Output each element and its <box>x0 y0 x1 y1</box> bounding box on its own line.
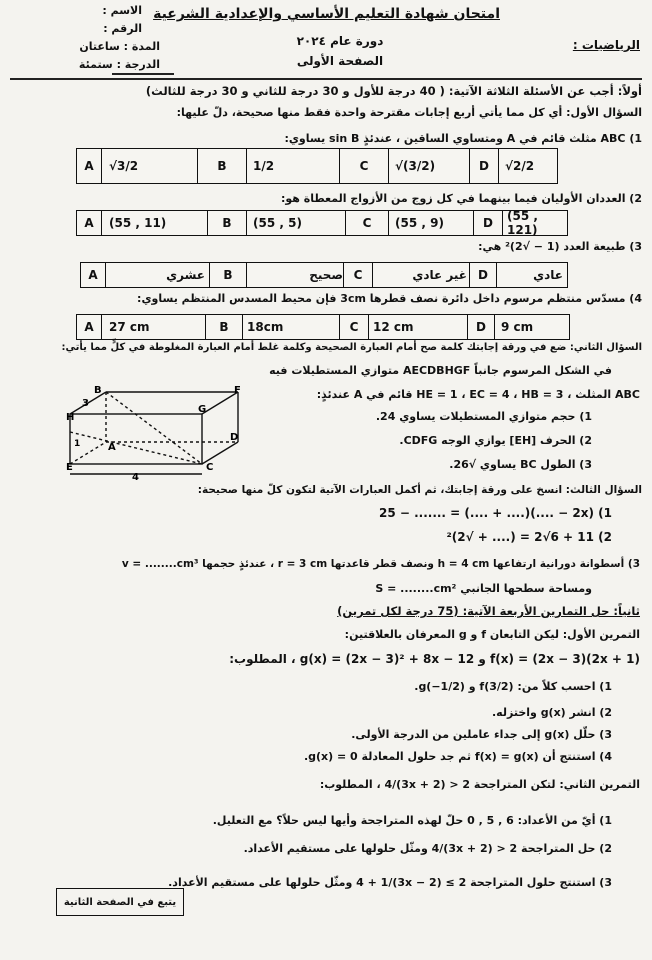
figure-label-h: H <box>66 412 75 423</box>
q1-item-3-options <box>80 262 568 288</box>
figure-label-a: A <box>108 442 116 453</box>
q1-opt-label: C <box>339 315 369 339</box>
figure-label-f: F <box>234 386 241 396</box>
q1-opt-value: 27 cm <box>109 320 150 334</box>
q1-opt-value: 1/2 <box>253 159 275 173</box>
q1-opt-label: D <box>469 263 497 287</box>
q1-opt-value: غير عادي <box>412 268 467 282</box>
ex1-item-1: 1) احسب كلاً من: f(3/2) و g(−1/2). <box>414 680 612 693</box>
figure-label-d: D <box>230 432 239 443</box>
ex2-heading: التمرين الثاني: لتكن المتراجحة 2 < (3x + 2)/4 ، المطلوب: <box>319 778 640 791</box>
q1-opt-value: عشري <box>166 268 205 282</box>
q1-opt-label: A <box>77 211 102 235</box>
q1-opt-label: D <box>473 211 503 235</box>
figure-label-c: C <box>206 462 214 473</box>
figure-label-1: 1 <box>74 439 81 449</box>
q1-opt-label: B <box>209 263 247 287</box>
ex1-definition: f(x) = (2x − 3)(2x + 1) و g(x) = (2x − 3)² + 8x − 12 ، المطلوب: <box>229 652 640 666</box>
page-indicator: الصفحة الأولى <box>296 54 384 68</box>
q2-heading: السؤال الثاني: ضع في ورقة إجابتك كلمة صح أمام العبارة الصحيحة وكلمة غلط أمام العبارة المغلوطة في كلٍّ مما يأتي: <box>61 342 642 353</box>
q1-opt-label: C <box>343 263 373 287</box>
q1-heading: السؤال الأول: أي كل مما يأتي أربع إجابات مقترحة واحدة فقط منها صحيحة، دلّ عليها: <box>176 106 642 119</box>
q2-item-2: 2) الحرف [EH] يوازي الوجه CDFG. <box>399 434 592 447</box>
q2-item-3: 3) الطول BC يساوي √26. <box>449 458 592 471</box>
q3-item-1: 1) (2x − ....)(.... + ....) = ....... − 25 <box>378 506 612 520</box>
prism-figure <box>66 386 246 480</box>
q3-item-3: 3) أسطوانة دورانية ارتفاعها h = 4 cm ونصف قطر قاعدتها r = 3 cm ، عندئذٍ حجمها v = ........cm³ <box>121 558 640 570</box>
q1-opt-value: 12 cm <box>373 320 414 334</box>
q1-opt-value: 9 cm <box>501 320 534 334</box>
figure-label-3: 3 <box>82 398 89 409</box>
continue-label: يتبع في الصفحة الثانية <box>63 896 177 908</box>
q1-opt-value: (55 , 11) <box>109 216 167 230</box>
name-label: الاسم : <box>102 4 142 17</box>
q1-item-1-options <box>76 148 558 184</box>
q1-opt-value: (55 , 9) <box>395 216 444 230</box>
q3-heading: السؤال الثالث: انسخ على ورقة إجابتك، ثم أكمل العبارات الآتية لتكون كلّ منها صحيحة: <box>197 484 642 496</box>
q1-opt-value: √3/2 <box>109 159 139 173</box>
q1-opt-label: A <box>81 263 106 287</box>
q1-opt-value: (55 , 121) <box>507 209 538 237</box>
figure-label-g: G <box>198 404 207 415</box>
q1-item-3-text: 3) طبيعة العدد (1 − √2)² هي: <box>478 240 642 253</box>
figure-label-e: E <box>66 462 73 473</box>
grade-label: الدرجة : ستمئة <box>78 58 160 71</box>
q1-opt-label: B <box>205 315 243 339</box>
q2-intro: في الشكل المرسوم جانباً AECDBHGF متوازي المستطيلات فيه <box>269 364 612 377</box>
ex1-heading: التمرين الأول: ليكن التابعان f و g المعرفان بالعلاقتين: <box>344 628 640 641</box>
subject-label: الرياضيات : <box>572 38 640 52</box>
ex1-item-3: 3) حلّل g(x) إلى جداء عاملين من الدرجة الأولى. <box>351 728 612 741</box>
continue-box <box>56 888 184 916</box>
ex2-item-1: 1) أيّ من الأعداد: 6 , 5 , 0 حلّ لهذه المتراجحة وأيها ليس حلاً؟ مع التعليل. <box>212 814 612 827</box>
q1-opt-value: عادي <box>533 268 563 282</box>
q1-opt-label: A <box>77 315 102 339</box>
q1-item-2-text: 2) العددان الأوليان فيما بينهما في كل زوج من الأزواج المعطاة هو: <box>280 192 642 205</box>
q1-opt-label: A <box>77 149 102 183</box>
q1-opt-label: B <box>197 149 247 183</box>
header-divider <box>10 78 642 80</box>
duration-label: المدة : ساعتان <box>79 40 160 53</box>
q1-opt-label: C <box>339 149 389 183</box>
q1-item-4-text: 4) مسدّس منتظم مرسوم داخل دائرة نصف قطرها 3cm فإن محيط المسدس المنتظم يساوي: <box>137 292 642 305</box>
exam-title: امتحان شهادة التعليم الأساسي والإعدادية الشرعية <box>153 6 500 22</box>
figure-label-4: 4 <box>132 472 139 480</box>
q2-given: ABC المثلث ، HE = 1 ، EC = 4 ، HB = 3 قائم في A عندئذٍ: <box>316 388 640 401</box>
figure-label-b: B <box>94 386 102 396</box>
q1-item-1-text: 1) ABC مثلث قائم في A ومتساوي الساقين ، عندئذٍ sin B يساوي: <box>284 132 642 145</box>
number-label: الرقم : <box>103 22 142 35</box>
q1-opt-label: C <box>345 211 389 235</box>
ex1-item-2: 2) انشر g(x) واختزله. <box>492 706 612 719</box>
q1-item-4-options <box>76 314 570 340</box>
q1-opt-label: D <box>467 315 495 339</box>
q1-item-2-options <box>76 210 568 236</box>
ex2-item-3: 3) استنتج حلول المتراجحة 2 ≥ (3x − 2)/4 + 1 ومثّل حلولها على مستقيم الأعداد. <box>168 876 612 889</box>
grade-underline <box>112 73 174 75</box>
q2-item-1: 1) حجم متوازي المستطيلات يساوي 24. <box>375 410 592 423</box>
q1-opt-label: B <box>207 211 247 235</box>
q1-opt-label: D <box>469 149 499 183</box>
q1-opt-value: 18cm <box>247 320 284 334</box>
ex2-item-2: 2) حل المتراجحة 2 < (3x + 2)/4 ومثّل حلولها على مستقيم الأعداد. <box>243 842 612 855</box>
exam-session: دورة عام ٢٠٢٤ <box>296 34 384 48</box>
ex1-item-4: 4) استنتج أن f(x) = g(x) ثم جد حلول المعادلة g(x) = 0. <box>303 750 612 763</box>
part1-heading: أولاً: أجب عن الأسئلة الثلاثة الآتية: ( 40 درجة للأول و 30 درجة للثاني و 30 درجة للثالث) <box>145 84 642 98</box>
q3-item-2: 2) 11 + 6√2 = (.... + √2)² <box>446 530 612 544</box>
q1-opt-value: √2/2 <box>505 159 535 173</box>
q3-item-3b: ومساحة سطحها الجانبي S = ........cm² <box>375 582 592 595</box>
q1-opt-value: صحيح <box>309 268 343 282</box>
q1-opt-value: (55 , 5) <box>253 216 302 230</box>
q1-opt-value: √(3/2) <box>395 159 436 173</box>
part2-heading: ثانياً: حل التمارين الأربعة الآتية: (75 درجة لكل تمرين) <box>337 604 640 618</box>
